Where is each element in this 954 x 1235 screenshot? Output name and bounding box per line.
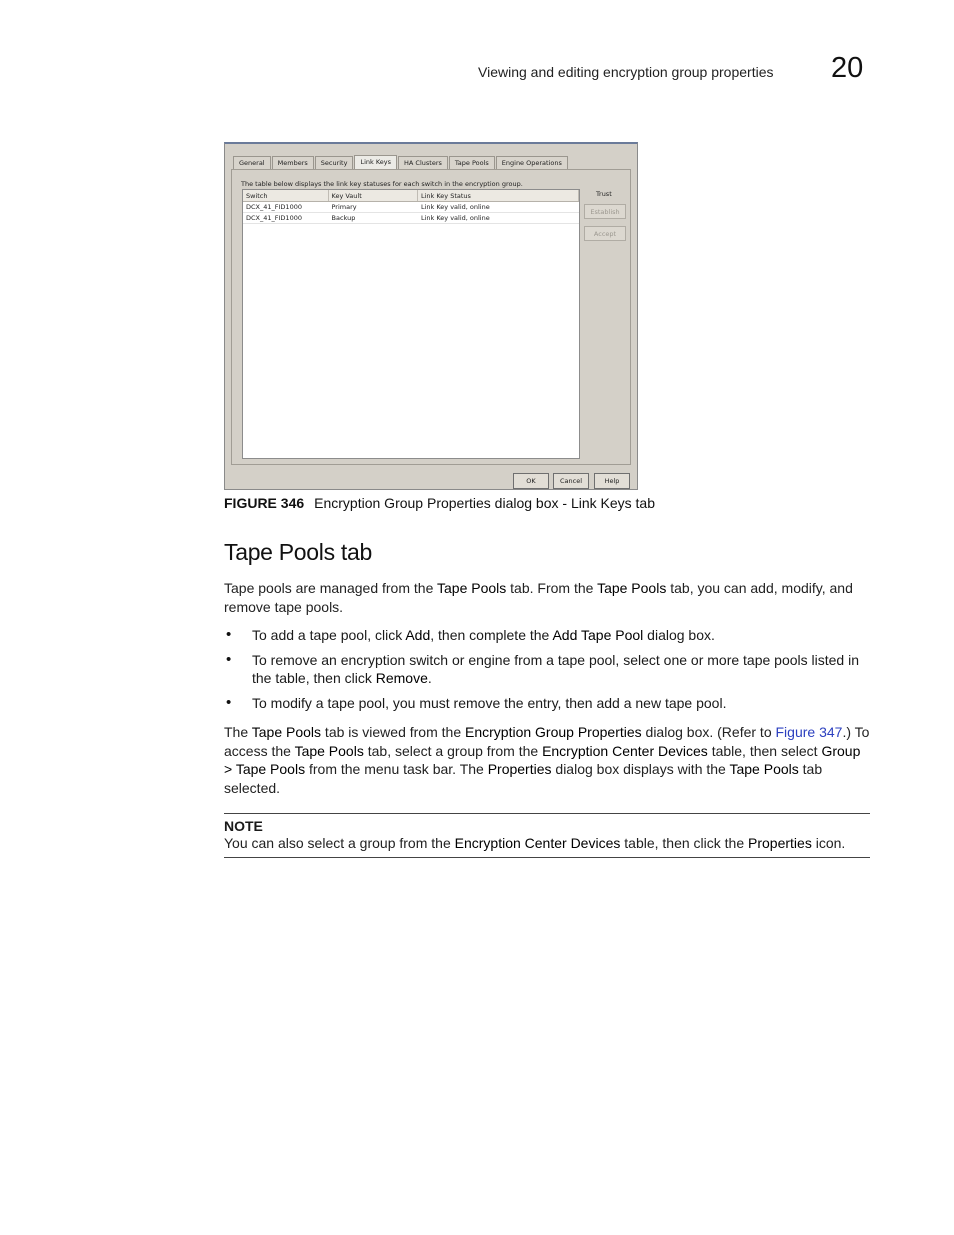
column-header-key-vault[interactable]: Key Vault [329,190,418,201]
tab-engine-operations[interactable]: Engine Operations [496,156,568,169]
help-button[interactable]: Help [594,473,630,489]
tab-panel [231,169,631,465]
table-cell: Primary [331,203,357,211]
tab-link-keys[interactable]: Link Keys [354,155,397,169]
chapter-number: 20 [831,52,864,84]
note-label: NOTE [224,818,263,834]
accept-button[interactable]: Accept [584,226,626,241]
access-paragraph: The Tape Pools tab is viewed from the Encryption Group Properties dialog box. (Refer to Figure 347.) To access the Tape Pools tab, select a group from the Encryption Center Devices table, then select Group > Tape Pools from the menu task bar. The Properties dialog box displays with the Tape Pools tab selected. [224,724,870,797]
tab-security[interactable]: Security [315,156,354,169]
section-heading: Tape Pools tab [224,539,372,565]
link-key-table[interactable] [242,189,580,459]
tab-general[interactable]: General [233,156,271,169]
tab-ha-clusters[interactable]: HA Clusters [398,156,448,169]
bullet-list [224,626,872,719]
note-box [224,813,870,858]
dialog-tab-strip [233,156,569,170]
column-header-link-key-status[interactable]: Link Key Status [418,190,579,201]
panel-caption: The table below displays the link key statuses for each switch in the encryption group. [241,180,523,188]
intro-paragraph: Tape pools are managed from the Tape Pools tab. From the Tape Pools tab, you can add, modify, and remove tape pools. [224,580,853,615]
table-row[interactable] [243,213,579,224]
list-item: • To remove an encryption switch or engine from a tape pool, select one or more tape pools listed in the table, then click Remove. [224,651,872,688]
dialog-screenshot [224,142,638,490]
tab-tape-pools[interactable]: Tape Pools [449,156,495,169]
column-header-switch[interactable]: Switch [243,190,329,201]
table-cell: Link Key valid, online [420,214,490,222]
trust-label: Trust [596,190,612,198]
list-item: • To add a tape pool, click Add, then complete the Add Tape Pool dialog box. [224,626,872,645]
list-item: • To modify a tape pool, you must remove the entry, then add a new tape pool. [224,694,872,713]
figure-347-link[interactable]: Figure 347 [775,724,843,740]
cancel-button[interactable]: Cancel [553,473,589,489]
note-text: You can also select a group from the Encryption Center Devices table, then click the Properties icon. [224,835,846,851]
table-row[interactable] [243,202,579,213]
table-header [243,190,579,202]
table-cell: DCX_41_FID1000 [246,214,302,222]
ok-button[interactable]: OK [513,473,549,489]
establish-button[interactable]: Establish [584,204,626,219]
figure-caption-label: FIGURE 346 [224,495,305,511]
table-cell: Backup [331,214,356,222]
figure-caption-text: Encryption Group Properties dialog box - Link Keys tab [314,495,655,511]
tab-members[interactable]: Members [272,156,314,169]
figure-caption [224,495,655,511]
table-cell: Link Key valid, online [420,203,490,211]
running-head: Viewing and editing encryption group properties [478,64,774,80]
table-cell: DCX_41_FID1000 [246,203,302,211]
